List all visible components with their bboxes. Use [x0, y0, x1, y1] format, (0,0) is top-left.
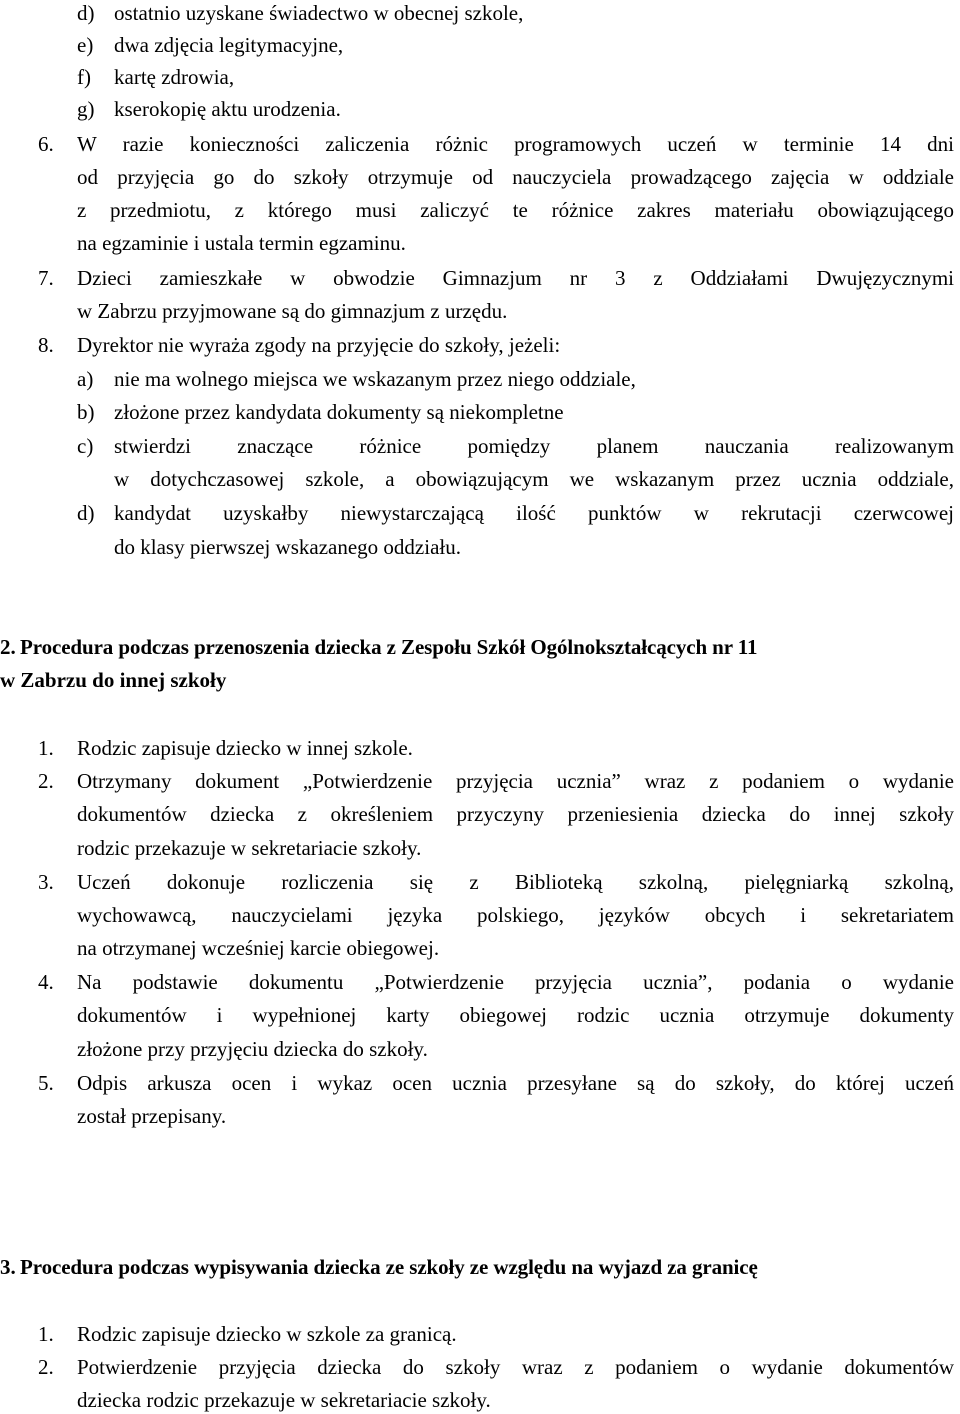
paragraph-line: rodzic przekazuje w sekretariacie szkoły. [77, 836, 422, 860]
section-number: 3. [0, 1255, 16, 1279]
paragraph-line: złożone przy przyjęciu dziecka do szkoły. [77, 1037, 428, 1061]
paragraph-line: dokumentów dziecka z określeniem przyczyny przeniesienia dziecka do innej szkoły [77, 802, 954, 826]
paragraph-line: w Zabrzu przyjmowane są do gimnazjum z urzędu. [77, 299, 508, 323]
list-marker: 1. [38, 1322, 54, 1346]
paragraph-line: wychowawcą, nauczycielami języka polskiego, języków obcych i sekretariatem [77, 903, 954, 927]
paragraph-line: Potwierdzenie przyjęcia dziecka do szkoły wraz z podaniem o wydanie dokumentów [77, 1355, 954, 1379]
paragraph-line: Dyrektor nie wyraża zgody na przyjęcie do szkoły, jeżeli: [77, 333, 561, 357]
list-text: ostatnio uzyskane świadectwo w obecnej szkole, [114, 1, 524, 25]
list-marker: g) [77, 97, 95, 121]
list-marker: 4. [38, 970, 54, 994]
list-marker: 1. [38, 736, 54, 760]
list-marker: 8. [38, 333, 54, 357]
list-marker: 6. [38, 132, 54, 156]
list-marker: d) [77, 1, 95, 25]
paragraph-line: W razie konieczności zaliczenia różnic programowych uczeń w terminie 14 dni [77, 132, 954, 156]
paragraph-line: w dotychczasowej szkole, a obowiązującym we wskazanym przez ucznia oddziale, [114, 467, 954, 491]
section-title-continued: w Zabrzu do innej szkoły [0, 668, 227, 692]
list-text: kserokopię aktu urodzenia. [114, 97, 341, 121]
list-marker: b) [77, 400, 95, 424]
paragraph-line: stwierdzi znaczące różnice pomiędzy planem nauczania realizowanym [114, 434, 954, 458]
list-marker: 2. [38, 1355, 54, 1379]
list-marker: 5. [38, 1071, 54, 1095]
paragraph-line: dziecka rodzic przekazuje w sekretariacie szkoły. [77, 1388, 491, 1412]
list-marker: d) [77, 501, 95, 525]
list-marker: e) [77, 33, 94, 57]
paragraph-line: Odpis arkusza ocen i wykaz ocen ucznia przesyłane są do szkoły, do której uczeń [77, 1071, 954, 1095]
paragraph-line: Rodzic zapisuje dziecko w innej szkole. [77, 736, 413, 760]
paragraph-line: nie ma wolnego miejsca we wskazanym przez niego oddziale, [114, 367, 636, 391]
list-marker: 2. [38, 769, 54, 793]
section-number: 2. [0, 635, 16, 659]
paragraph-line: Rodzic zapisuje dziecko w szkole za granicą. [77, 1322, 457, 1346]
paragraph-line: został przepisany. [77, 1104, 227, 1128]
list-text: dwa zdjęcia legitymacyjne, [114, 33, 344, 57]
list-marker: 7. [38, 266, 54, 290]
paragraph-line: na egzaminie i ustala termin egzaminu. [77, 231, 406, 255]
section-title: Procedura podczas przenoszenia dziecka z Zespołu Szkół Ogólnokształcących nr 11 [20, 635, 758, 659]
paragraph-line: od przyjęcia go do szkoły otrzymuje od nauczyciela prowadzącego zajęcia w oddziale [77, 165, 954, 189]
paragraph-line: z przedmiotu, z którego musi zaliczyć te różnice zakres materiału obowiązującego [77, 198, 954, 222]
list-marker: c) [77, 434, 94, 458]
section-title: Procedura podczas wypisywania dziecka ze szkoły ze względu na wyjazd za granicę [20, 1255, 758, 1279]
list-marker: 3. [38, 870, 54, 894]
list-marker: f) [77, 65, 91, 89]
paragraph-line: złożone przez kandydata dokumenty są niekompletne [114, 400, 564, 424]
paragraph-line: kandydat uzyskałby niewystarczającą ilość punktów w rekrutacji czerwcowej [114, 501, 954, 525]
paragraph-line: Na podstawie dokumentu „Potwierdzenie przyjęcia ucznia”, podania o wydanie [77, 970, 954, 994]
paragraph-line: Dzieci zamieszkałe w obwodzie Gimnazjum nr 3 z Oddziałami Dwujęzycznymi [77, 266, 954, 290]
paragraph-line: Otrzymany dokument „Potwierdzenie przyjęcia ucznia” wraz z podaniem o wydanie [77, 769, 954, 793]
paragraph-line: Uczeń dokonuje rozliczenia się z Biblioteką szkolną, pielęgniarką szkolną, [77, 870, 954, 894]
paragraph-line: do klasy pierwszej wskazanego oddziału. [114, 535, 461, 559]
paragraph-line: dokumentów i wypełnionej karty obiegowej rodzic ucznia otrzymuje dokumenty [77, 1003, 954, 1027]
list-marker: a) [77, 367, 94, 391]
paragraph-line: na otrzymanej wcześniej karcie obiegowej. [77, 936, 440, 960]
list-text: kartę zdrowia, [114, 65, 235, 89]
